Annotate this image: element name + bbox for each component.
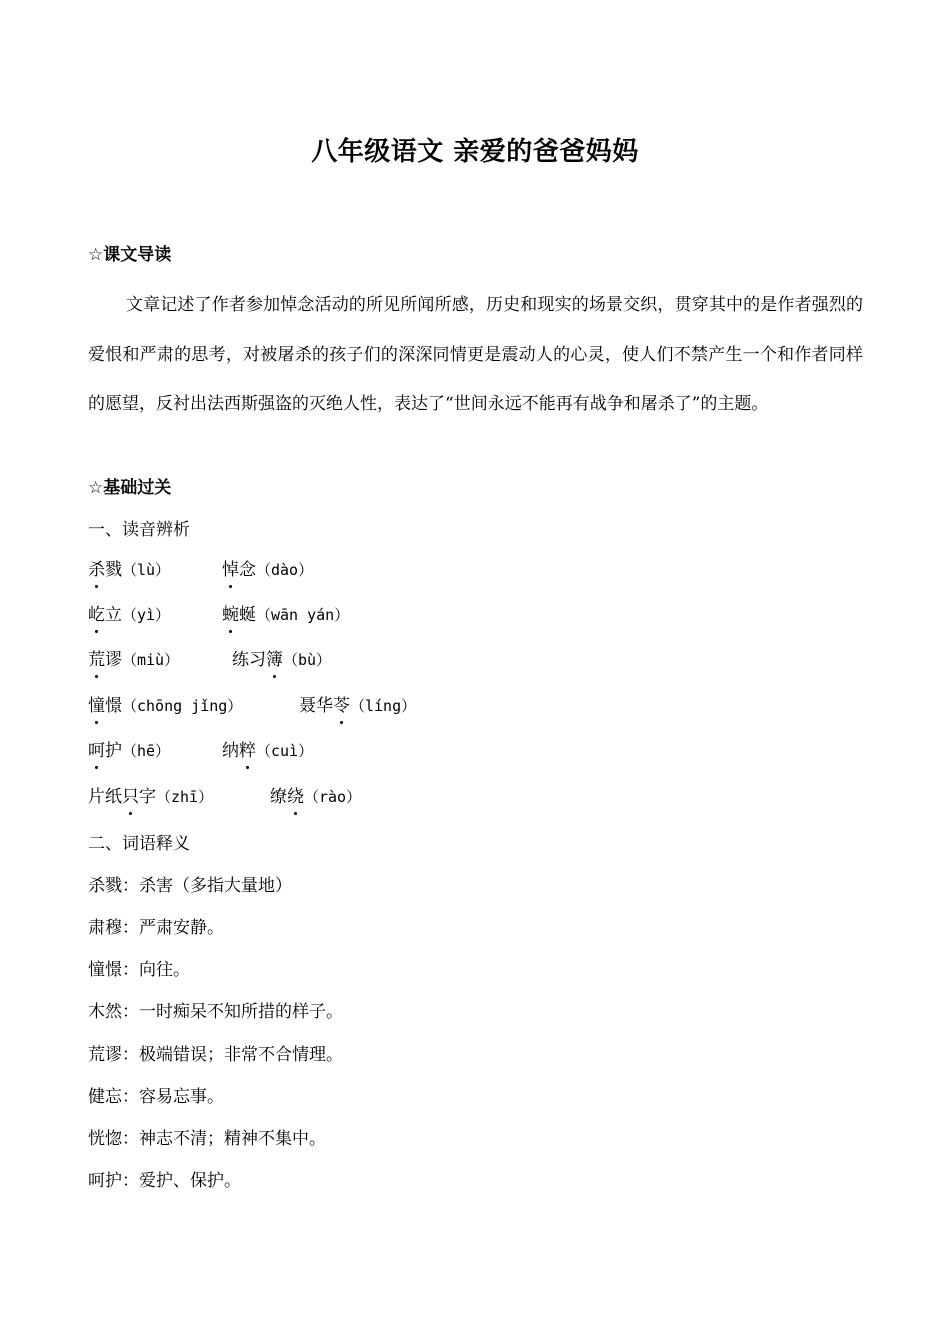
pinyin: （lù） [122,561,171,579]
emphasis-dot-char: 蜿 [222,602,239,628]
emphasis-dot-char: 屹 [88,602,105,628]
pinyin: （líng） [350,697,417,715]
pinyin: （cuì） [256,742,314,760]
vocabulary-item: 荒谬：极端错误；非常不合情理。 [88,1045,343,1065]
emphasis-dot-char: 苓 [333,693,350,719]
pinyin: （dào） [256,561,314,579]
pronunciation-heading: 一、读音辨析 [88,520,190,540]
pronunciation-item: 片纸只字（zhī） [88,784,213,810]
pronunciation-item: 呵护（hē） [88,738,170,764]
emphasis-dot-char: 杀 [88,557,105,583]
pinyin: （hē） [122,742,171,760]
vocabulary-item: 肃穆：严肃安静。 [88,918,224,938]
pronunciation-item: 憧憬（chōng jǐng） [88,693,242,719]
emphasis-dot-char: 荒 [88,647,105,673]
emphasis-dot-char: 只 [122,784,139,810]
vocabulary-item: 健忘：容易忘事。 [88,1087,224,1107]
vocabulary-item: 呵护：爱护、保护。 [88,1171,241,1191]
pinyin: （miù） [122,651,180,669]
pinyin: （bù） [283,651,332,669]
vocabulary-item: 杀戮：杀害（多指大量地） [88,876,292,896]
pronunciation-item: 屹立（yì） [88,602,170,628]
emphasis-dot-char: 呵 [88,738,105,764]
pronunciation-item: 悼念（dào） [222,557,313,583]
vocabulary-item: 恍惚：神志不清；精神不集中。 [88,1129,326,1149]
emphasis-dot-char: 绕 [287,784,304,810]
pronunciation-item: 蜿蜒（wān yán） [222,602,349,628]
emphasis-dot-char: 憧 [88,693,105,719]
intro-paragraph: 文章记述了作者参加悼念活动的所见所闻所感，历史和现实的场景交织，贯穿其中的是作者强烈的爱恨和严肃的思考，对被屠杀的孩子们的深深同情更是震动人的心灵，使人们不禁产生一个和作者同样的愿望，反衬出法西斯强盗的灭绝人性，表达了“世间永远不能再有战争和屠杀了”的主题。 [88,295,863,414]
emphasis-dot-char: 粹 [239,738,256,764]
emphasis-dot-char: 簿 [266,647,283,673]
pinyin: （chōng jǐng） [122,697,243,715]
pinyin: （zhī） [156,788,214,806]
vocabulary-item: 木然：一时痴呆不知所措的样子。 [88,1002,343,1022]
pronunciation-item: 纳粹（cuì） [222,738,313,764]
pinyin: （rào） [304,788,362,806]
section-heading-intro: ☆课文导读 [88,245,172,265]
pronunciation-item: 杀戮（lù） [88,557,170,583]
pinyin: （yì） [122,606,171,624]
emphasis-dot-char: 悼 [222,557,239,583]
section-heading-basics: ☆基础过关 [88,478,172,498]
page-title: 八年级语文 亲爱的爸爸妈妈 [311,137,639,167]
pronunciation-item: 缭绕（rào） [270,784,361,810]
vocabulary-item: 憧憬：向往。 [88,960,190,980]
pronunciation-item: 聂华苓（líng） [299,693,416,719]
pinyin: （wān yán） [256,606,350,624]
pronunciation-item: 练习簿（bù） [232,647,331,673]
pronunciation-item: 荒谬（miù） [88,647,179,673]
vocabulary-heading: 二、词语释义 [88,834,190,854]
